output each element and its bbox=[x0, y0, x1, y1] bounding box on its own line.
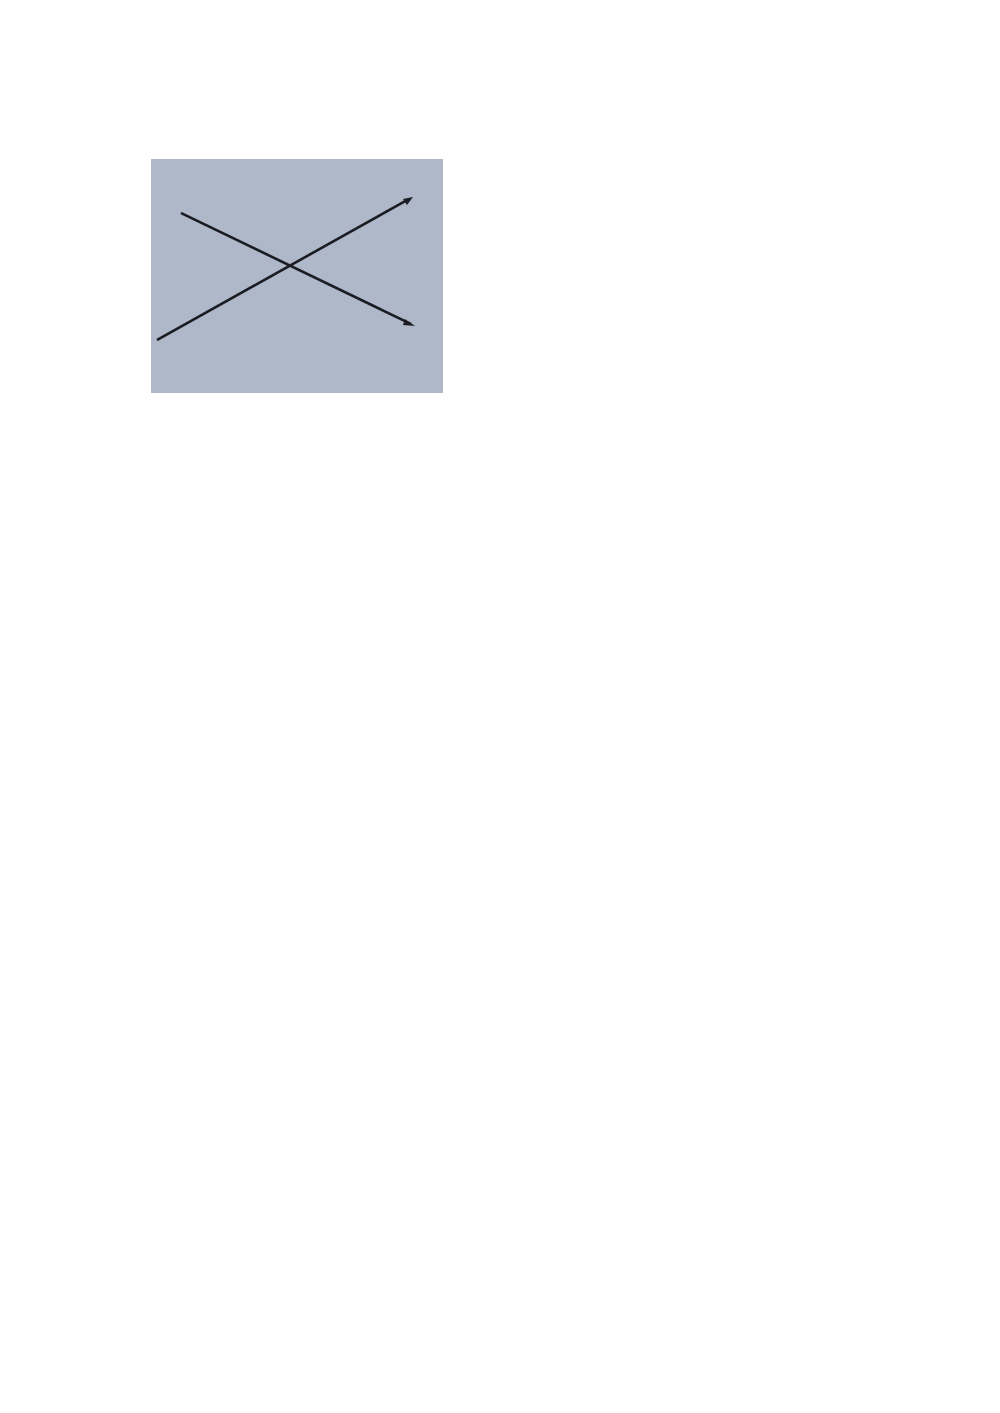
parallel-lines-figure bbox=[151, 159, 443, 393]
